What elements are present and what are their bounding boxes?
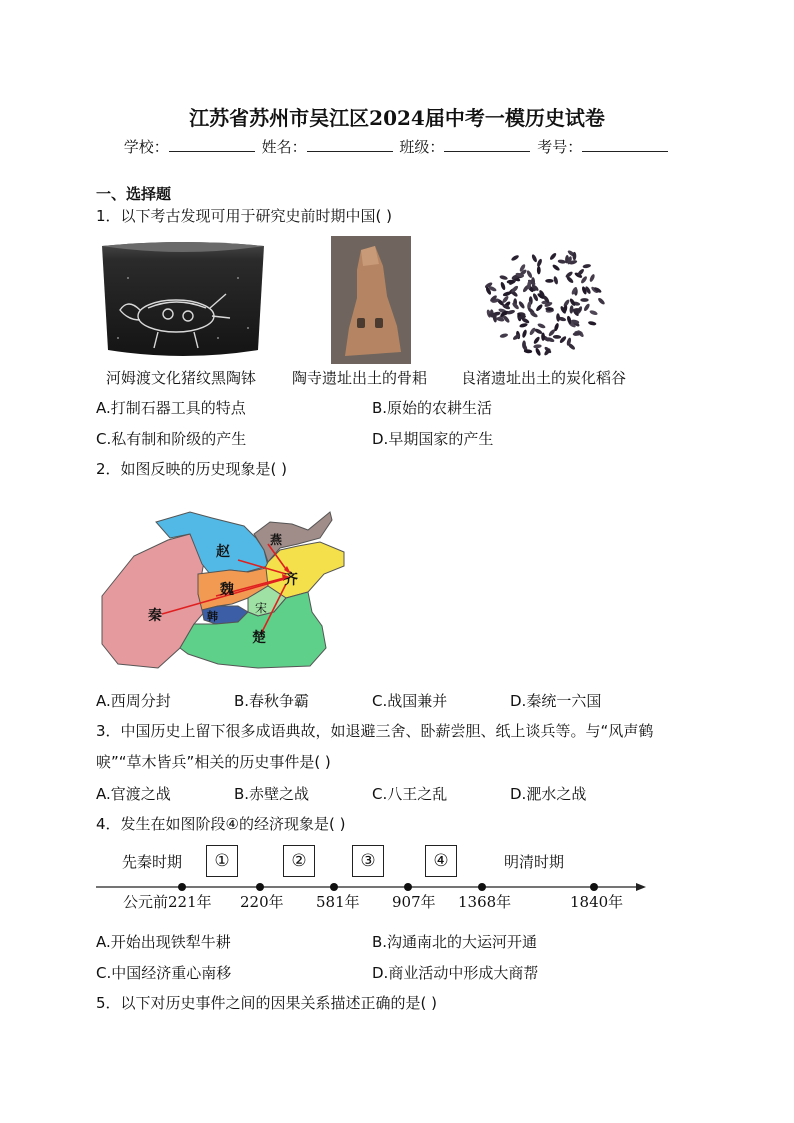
- timeline-dot-2: [256, 883, 264, 891]
- q1-caption-1: 河姆渡文化猪纹黑陶钵: [106, 369, 257, 387]
- map-label-han: 韩: [207, 610, 218, 623]
- q3-stem-line2: 唳”“草木皆兵”相关的历史事件是( ): [96, 753, 331, 771]
- rice-grain: [588, 321, 597, 326]
- q1-option-a[interactable]: A.打制石器工具的特点: [96, 399, 246, 417]
- page-title: 江苏省苏州市吴江区2024届中考一模历史试卷: [189, 106, 605, 130]
- q1-option-b[interactable]: B.原始的农耕生活: [372, 399, 493, 417]
- rice-grain: [506, 309, 515, 315]
- rice-grain: [582, 263, 591, 268]
- timeline-dot-1: [178, 883, 186, 891]
- rice-grain: [545, 279, 553, 283]
- q3-option-d[interactable]: D.淝水之战: [510, 785, 587, 803]
- rice-grain: [537, 266, 541, 274]
- timeline-left-period: 先秦时期: [122, 853, 183, 871]
- q4-option-d[interactable]: D.商业活动中形成大商帮: [372, 964, 539, 982]
- rice-grain: [580, 298, 588, 302]
- rice-grain: [499, 275, 508, 281]
- number-blank[interactable]: [582, 137, 668, 152]
- q3-option-c[interactable]: C.八王之乱: [372, 785, 448, 803]
- map-label-wei: 魏: [220, 582, 234, 598]
- rice-grain: [549, 252, 557, 261]
- number-label: 考号：: [537, 138, 583, 156]
- map-label-song: 宋: [255, 601, 268, 615]
- rice-grain: [526, 270, 533, 279]
- rice-grain: [589, 309, 598, 315]
- timeline-year-6: 1840年: [570, 893, 624, 911]
- warring-states-map: [98, 508, 348, 670]
- q1-option-c[interactable]: C.私有制和阶级的产生: [96, 430, 247, 448]
- q1-stem: 1．以下考古发现可用于研究史前时期中国( ): [96, 207, 393, 225]
- timeline-stage-1: ①: [206, 845, 238, 877]
- q2-option-c[interactable]: C.战国兼并: [372, 692, 448, 710]
- rice-grain: [557, 259, 566, 264]
- rice-grain: [536, 258, 543, 267]
- timeline-dot-5: [478, 883, 486, 891]
- student-info-line: [0, 136, 794, 157]
- rice-grain: [533, 336, 541, 345]
- rice-grain: [531, 254, 538, 263]
- q2-option-d[interactable]: D.秦统一六国: [510, 692, 602, 710]
- q4-option-c[interactable]: C.中国经济重心南移: [96, 964, 232, 982]
- rice-grain: [573, 252, 577, 260]
- q4-option-b[interactable]: B.沟通南北的大运河开通: [372, 933, 538, 951]
- q4-option-a[interactable]: A.开始出现铁犁牛耕: [96, 933, 231, 951]
- carbonized-rice-image: [476, 238, 612, 362]
- timeline-stage-3: ③: [352, 845, 384, 877]
- rice-grain: [500, 281, 506, 290]
- rice-grain: [589, 273, 596, 282]
- timeline-right-period: 明清时期: [504, 853, 565, 871]
- rice-grain: [569, 305, 574, 314]
- q3-stem-line1: 3．中国历史上留下很多成语典故，如退避三舍、卧薪尝胆、纸上谈兵等。与“风声鹤: [96, 722, 654, 740]
- rice-grain: [541, 332, 545, 340]
- rice-grain: [597, 297, 606, 306]
- rice-grain: [529, 327, 537, 336]
- rice-grain: [519, 322, 528, 328]
- rice-grain: [499, 333, 508, 339]
- timeline-year-1: 公元前221年: [123, 893, 212, 911]
- section-heading: 一、选择题: [96, 185, 172, 203]
- map-label-qi: 齐: [284, 572, 298, 588]
- rice-grain: [537, 323, 546, 330]
- school-blank[interactable]: [169, 137, 255, 152]
- q1-caption-3: 良渚遗址出土的炭化稻谷: [461, 369, 627, 387]
- q5-stem: 5．以下对历史事件之间的因果关系描述正确的是( ): [96, 994, 438, 1012]
- rice-grain: [511, 254, 520, 262]
- rice-grain: [521, 329, 527, 338]
- timeline-year-2: 220年: [240, 893, 284, 911]
- rice-grain: [533, 344, 542, 349]
- rice-grain: [518, 300, 526, 309]
- rice-grain: [553, 276, 559, 285]
- class-label: 班级：: [399, 138, 445, 156]
- rice-grain: [552, 264, 561, 272]
- q1-caption-2: 陶寺遗址出土的骨耜: [292, 369, 428, 387]
- q1-option-d[interactable]: D.早期国家的产生: [372, 430, 494, 448]
- timeline-year-3: 581年: [316, 893, 360, 911]
- q2-option-b[interactable]: B.春秋争霸: [234, 692, 310, 710]
- bone-spade-image: [331, 236, 411, 364]
- school-label: 学校：: [123, 138, 169, 156]
- map-label-yan: 燕: [270, 533, 283, 547]
- timeline-dot-3: [330, 883, 338, 891]
- rice-grain: [535, 303, 544, 312]
- rice-grain: [553, 335, 562, 339]
- map-label-chu: 楚: [252, 630, 266, 646]
- timeline-stage-4: ④: [425, 845, 457, 877]
- name-blank[interactable]: [307, 137, 393, 152]
- q2-option-a[interactable]: A.西周分封: [96, 692, 171, 710]
- name-label: 姓名：: [261, 138, 307, 156]
- q4-stem: 4．发生在如图阶段④的经济现象是( ): [96, 815, 346, 833]
- q2-stem: 2．如图反映的历史现象是( ): [96, 460, 288, 478]
- timeline-dot-4: [404, 883, 412, 891]
- timeline-dot-6: [590, 883, 598, 891]
- q3-option-b[interactable]: B.赤壁之战: [234, 785, 310, 803]
- timeline-stage-2: ②: [283, 845, 315, 877]
- map-label-qin: 秦: [148, 608, 162, 624]
- rice-grain: [535, 347, 542, 356]
- timeline-year-4: 907年: [392, 893, 436, 911]
- map-label-zhao: 赵: [216, 544, 230, 560]
- pottery-bowl-image: [98, 238, 268, 362]
- rice-grain: [583, 303, 591, 312]
- class-blank[interactable]: [444, 137, 530, 152]
- q3-option-a[interactable]: A.官渡之战: [96, 785, 171, 803]
- timeline-year-5: 1368年: [458, 893, 512, 911]
- rice-grain: [556, 313, 560, 322]
